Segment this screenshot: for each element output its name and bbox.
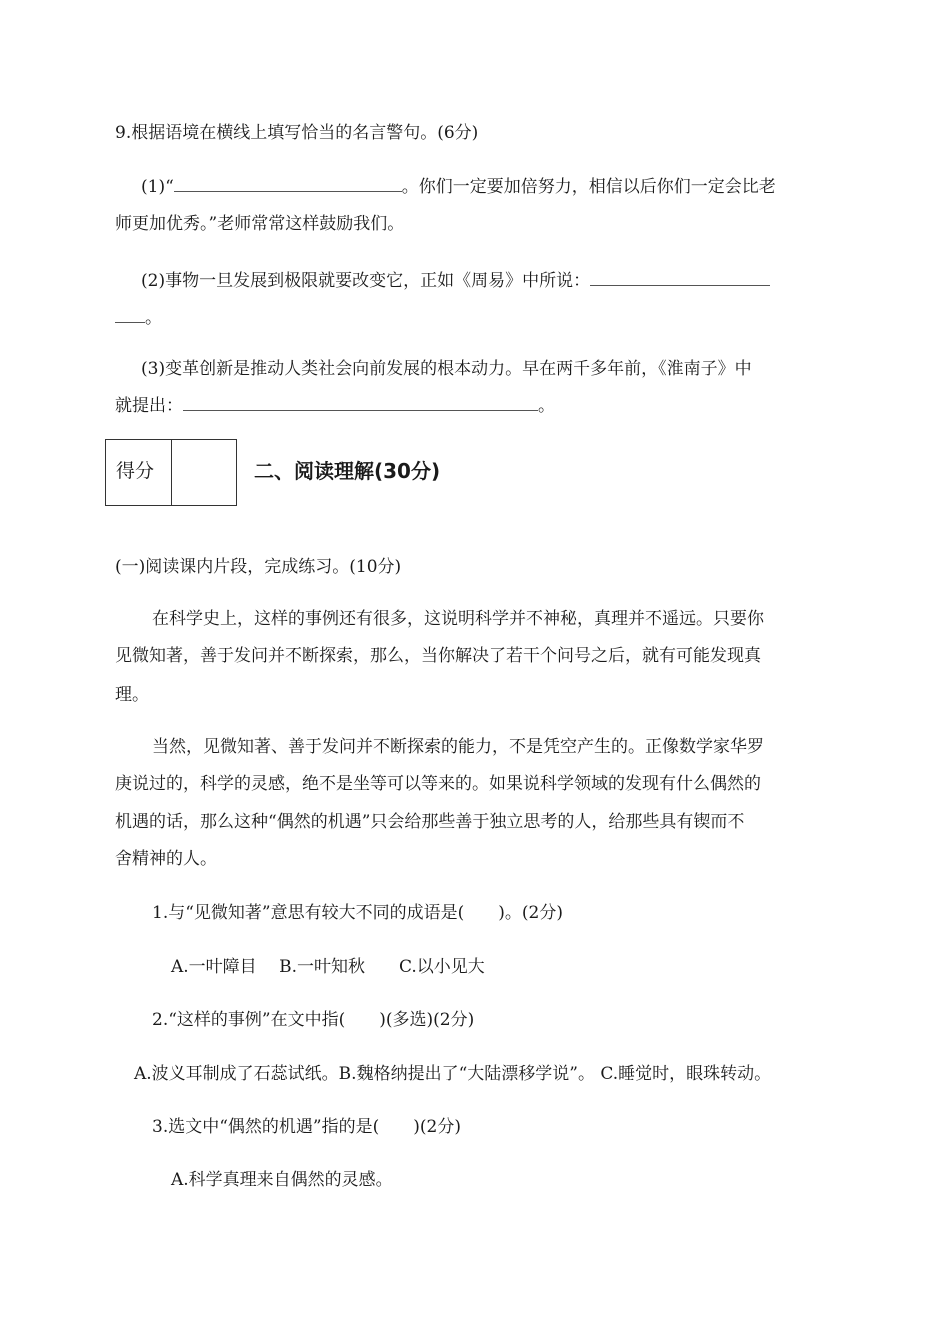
item-2-text: (2)事物一旦发展到极限就要改变它，正如《周易》中所说： <box>141 271 591 291</box>
reading-question-3-option-a: A.科学真理来自偶然的灵感。 <box>171 1170 393 1190</box>
reading-question-1: 1.与“见微知著”意思有较大不同的成语是( )。(2分) <box>152 903 563 923</box>
passage-para-1-line-2: 见微知著，善于发问并不断探索，那么，当你解决了若干个问号之后，就有可能发现真 <box>115 646 761 666</box>
passage-para-1-line-1: 在科学史上，这样的事例还有很多，这说明科学并不神秘，真理并不遥远。只要你 <box>152 609 764 629</box>
passage-para-2-line-3: 机遇的话，那么这种“偶然的机遇”只会给那些善于独立思考的人，给那些具有锲而不 <box>115 812 745 832</box>
score-box <box>105 439 237 506</box>
answer-blank-2b[interactable] <box>115 307 145 323</box>
answer-blank-1[interactable] <box>174 176 402 192</box>
item-3-prefix: 就提出： <box>115 396 183 416</box>
answer-blank-2a[interactable] <box>590 270 770 286</box>
question-9-item-1-line-1 <box>141 176 776 198</box>
item-3-end: 。 <box>538 396 555 416</box>
answer-blank-3[interactable] <box>183 395 538 411</box>
reading-question-3: 3.选文中“偶然的机遇”指的是( )(2分) <box>152 1117 461 1137</box>
question-9-item-1-line-2: 师更加优秀。”老师常常这样鼓励我们。 <box>115 214 405 234</box>
score-box-divider <box>171 440 172 505</box>
reading-question-1-options: A.一叶障目 B.一叶知秋 C.以小见大 <box>171 957 485 977</box>
reading-question-2: 2.“这样的事例”在文中指( )(多选)(2分) <box>152 1010 475 1030</box>
passage-para-2-line-2: 庚说过的，科学的灵感，绝不是坐等可以等来的。如果说科学领域的发现有什么偶然的 <box>115 774 761 794</box>
item-1-prefix: (1)“ <box>141 177 174 197</box>
passage-para-2-line-1: 当然，见微知著、善于发问并不断探索的能力，不是凭空产生的。正像数学家华罗 <box>152 737 764 757</box>
part-1-heading: (一)阅读课内片段，完成练习。(10分) <box>115 557 402 577</box>
reading-question-2-options: A.波义耳制成了石蕊试纸。B.魏格纳提出了“大陆漂移学说”。 C.睡觉时，眼珠转动。 <box>134 1064 772 1084</box>
question-9-item-3-line-1: (3)变革创新是推动人类社会向前发展的根本动力。早在两千多年前，《淮南子》中 <box>141 359 752 379</box>
passage-para-2-line-4: 舍精神的人。 <box>115 849 217 869</box>
item-2-end: 。 <box>145 308 162 328</box>
score-label: 得分 <box>116 460 155 482</box>
section-2-title: 二、阅读理解(30分) <box>254 459 441 483</box>
item-1-suffix: 。你们一定要加倍努力，相信以后你们一定会比老 <box>401 177 776 197</box>
question-9-title: 9.根据语境在横线上填写恰当的名言警句。(6分) <box>115 123 479 143</box>
question-9-item-3-line-2 <box>115 395 555 417</box>
passage-para-1-line-3: 理。 <box>115 685 149 705</box>
question-9-item-2-line-1 <box>141 270 770 292</box>
question-9-item-2-line-2 <box>115 307 162 329</box>
